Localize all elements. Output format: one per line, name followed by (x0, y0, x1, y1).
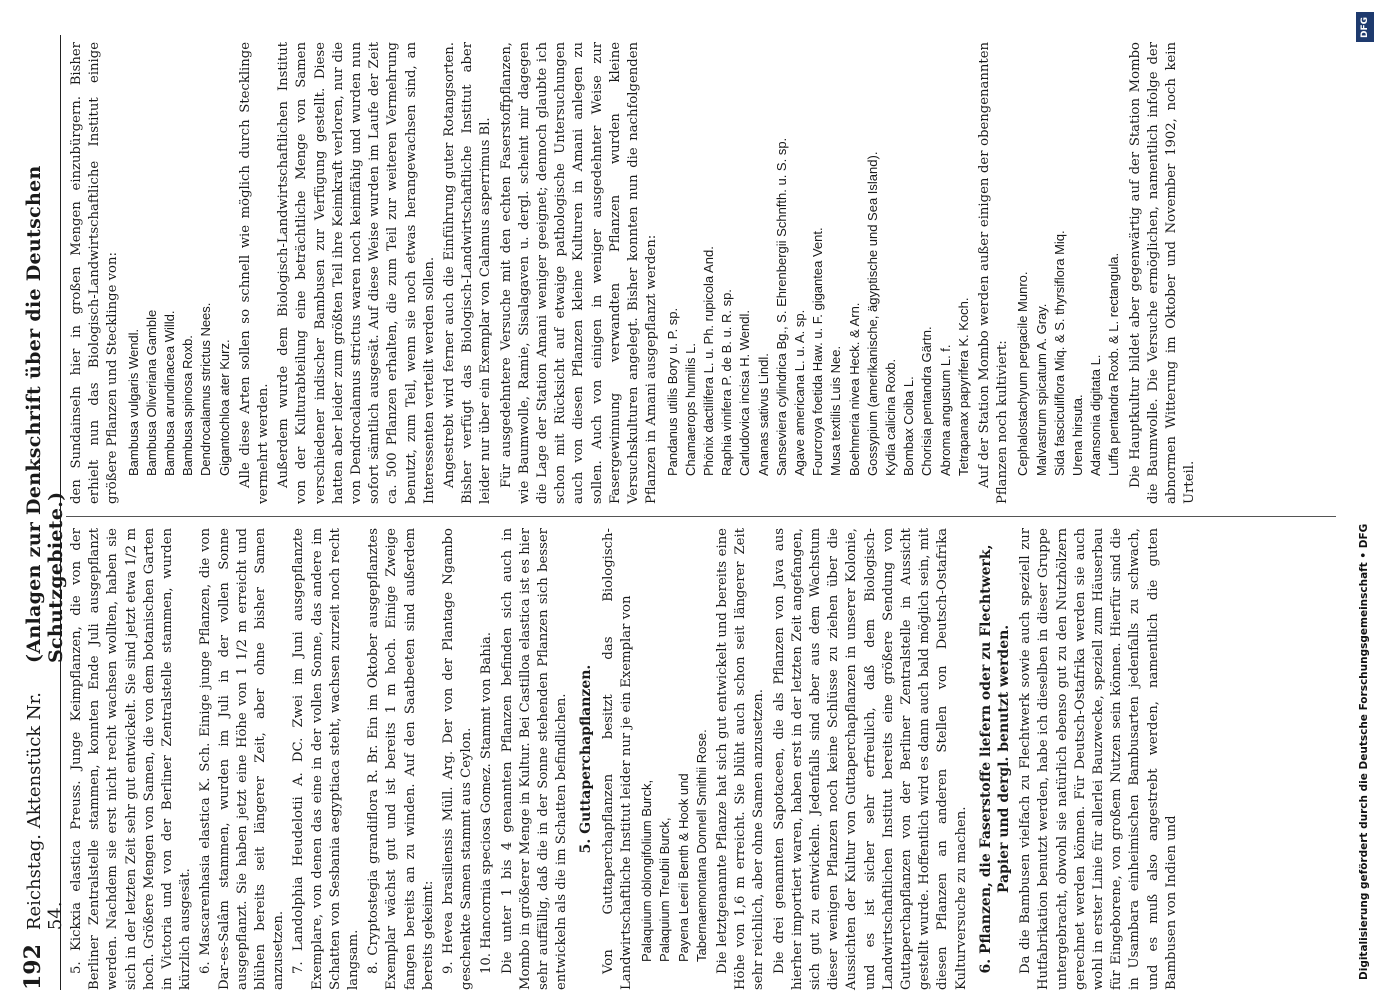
list-item: Bambusa arundinacea Willd. (162, 310, 178, 476)
paragraph: 5. Kickxia elastica Preuss. Junge Keimpflanzen, die von der Berliner Zentralstelle stammen, konnten Ende Juli ausgepflanzt werden. Nachdem sie erst nicht recht wachsen wollten, haben sie sich in der letzten Zeit sehr gut entwickelt. Sie sind jetzt etwa 1/2 m hoch. Größere Mengen von Samen, die von dem botanischen Garten in Victoria und von der Berliner Zentralstelle stammen, wurden kürzlich ausgesät. (69, 528, 194, 990)
list-item: Chorisia pentandra Gärtn. (919, 326, 935, 476)
list-item: Tetrapanax papyrifera K. Koch. (955, 297, 971, 476)
page-header (20, 35, 67, 990)
species-list (638, 528, 711, 990)
list-item: Luffa pentandra Roxb. & L. rectangula. (1106, 252, 1122, 476)
list-item: Agave americana L. u. A. sp. (791, 309, 807, 476)
list-item: Carludovica incisa H. Wendl. (737, 310, 753, 476)
paragraph: Außerdem wurde dem Biologisch-Landwirtschaftlichen Institut von der Kulturabteilung eine beträchtliche Menge von Samen verschiedener indischer Bambusen zur Verfügung gestellt. Diese hatten aber leider zum größten Teil ihre Keimkraft verloren, nur die von Dendrocalamus strictus waren noch keimfähig und wurden nun sofort sämtlich ausgesät. Auf diese Weise wurden im Laufe der Zeit ca. 500 Pflanzen erhalten, die zum Teil zur weiteren Vermehrung benutzt, zum Teil, wenn sie noch etwas herangewachsen sind, an Interessenten verteilt werden sollen. (276, 42, 437, 504)
section-heading: 6. Pflanzen, die Faserstoffe liefern oder zu Flechtwerk, Papier und dergl. benutzt werden. (977, 544, 1012, 974)
list-item: Kydia calicina Roxb. (882, 358, 898, 476)
list-item: Musa textilis Luis Nee. (828, 345, 844, 476)
list-item: Tabernaemontana Donnell Smithii Rose. (693, 729, 709, 962)
section-heading: 5. Guttaperchapflanzen. (578, 664, 595, 854)
list-item: Phönix dactilifera L. u. Ph. rupicola And. (700, 246, 716, 476)
paragraph: 6. Mascarenhasia elastica K. Sch. Einige junge Pflanzen, die von Dar-es-Salâm stammen, wurden im Juli in der vollen Sonne ausgepflanzt. Sie haben jetzt eine Höhe von 1 1/2 m erreicht und blühen bereits seit längerer Zeit, aber ohne bisher Samen anzusetzen. (198, 528, 287, 990)
paragraph: 9. Hevea brasiliensis Müll. Arg. Der von der Plantage Ngambo geschenkte Samen stammt aus Ceylon. (441, 528, 475, 990)
list-item: Gossypium (amerikanische, ägyptische und Sea Island). (864, 151, 880, 476)
list-item: Payena Leerii Benth & Hook und (675, 773, 691, 962)
list-item: Malvastrum spicatum A. Gray. (1033, 303, 1049, 476)
paragraph: Für ausgedehntere Versuche mit den echten Faserstoffpflanzen, wie Baumwolle, Ramie, Sisalagaven u. dergl. scheint mir dagegen die Lage der Station Amani weniger geeignet; dennoch glaubte ich schon mit Rücksicht auf etwaige pathologische Untersuchungen auch von diesen Pflanzen kleine Kulturen in Amani anlegen zu sollen. Auch von einigen in weniger ausgedehnter Weise zur Fasergewinnung verwandten Pflanzen wurden kleine Versuchskulturen angelegt. Bisher konnten nun die nachfolgenden Pflanzen in Amani ausgepflanzt werden: (498, 42, 660, 504)
column-divider (66, 516, 1336, 517)
paragraph: 8. Cryptostegia grandiflora R. Br. Ein im Oktober ausgepflanztes Exemplar wächst gut und ist bereits 1 m hoch. Einige Zweige fangen bereits an zu winden. Auf den Saatbeeten sind außerdem bereits gekeimt: (366, 528, 436, 990)
paragraph: den Sundainseln hier in großen Mengen einzubürgern. Bisher erhielt nun das Biologisch-Landwirtschaftliche Institut einige größere Pflanzen und Stecklinge von: (69, 42, 121, 504)
species-list (664, 42, 973, 504)
species-list (1014, 42, 1123, 504)
list-item: Bombax Coiba L. (901, 376, 917, 476)
page-number: 192 (20, 944, 46, 990)
left-column (68, 528, 1183, 990)
paragraph: Die letztgenannte Pflanze hat sich gut entwickelt und bereits eine Höhe von 1,6 m erreicht. Sie blüht auch schon seit längerer Zeit sehr reichlich, aber ohne Samen anzusetzen. (714, 528, 767, 990)
list-item: Urena hirsuta. (1069, 394, 1085, 476)
list-item: Bambusa spinosa Roxb. (180, 335, 196, 476)
list-item: Adansonia digitata L. (1088, 354, 1104, 476)
list-item: Raphia vinifera P. de B. u. R. sp. (719, 289, 735, 476)
list-item: Sida fasciculiflora Miq. & S. thyrsiflora Miq. (1051, 230, 1067, 476)
list-item: Palaquium oblongifolium Burck, (639, 779, 655, 962)
list-item: Bambusa Oliveriana Gamble (143, 309, 159, 476)
paragraph: Angestrebt wird ferner auch die Einführung guter Rotangsorten. Bisher verfügt das Biologisch-Landwirtschaftliche Institut aber leider nur über ein Exemplar von Calamus asperrimus Bl. (442, 42, 494, 504)
list-item: Abroma angustum L. f. (937, 344, 953, 476)
paragraph: Da die Bambusen vielfach zu Flechtwerk sowie auch speziell zur Hutfabrikation benutzt werden, habe ich dieselben in dieser Gruppe untergebracht, obwohl sie natürlich ebenso gut zu den Nutzhölzern gerechnet werden können. Für Deutsch-Ostafrika werden sie auch wohl in erster Linie für allerlei Bauzwecke, speziell zum Häuserbau für Eingeborene, von großem Nutzen sein können. Hierfür sind die in Usambara einheimischen Bambusarten jedenfalls zu schwach, und es muß also angestrebt werden, namentlich die guten Bambusen von Indien und (1018, 528, 1179, 990)
digitization-credit: Digitalisierung gefördert durch die Deutsche Forschungsgemeinschaft • DFG (1358, 523, 1370, 980)
paragraph: Alle diese Arten sollen so schnell wie möglich durch Stecklinge vermehrt werden. (237, 42, 272, 504)
list-item: Boehmeria nivea Heck. & Arn. (846, 302, 862, 476)
list-item: Ananas sativus Lindl. (755, 353, 771, 476)
running-title: Reichstag. Aktenstück Nr. 54. (24, 692, 66, 931)
paragraph: 7. Landolphia Heudelotii A. DC. Zwei im Juni ausgepflanzte Exemplare, von denen das eine in der vollen Sonne, das andere im Schatten von Sesbania aegyptiaca steht, wachsen zurzeit noch recht langsam. (291, 528, 362, 990)
dfg-logo: DFG (1356, 12, 1374, 42)
right-column (68, 42, 1201, 504)
paragraph: Auf der Station Mombo werden außer einigen der obengenannten Pflanzen noch kultiviert: (976, 42, 1011, 504)
list-item: Fourcroya foetida Haw. u. F. gigantea Vent. (810, 227, 826, 476)
paragraph: Die Hauptkultur bildet aber gegenwärtig auf der Station Mombo die Baumwolle. Die Versuche ermöglichen, namentlich infolge der abnormen Witterung im Oktober und November 1902, noch kein Urteil. (1127, 42, 1198, 504)
page-title: (Anlagen zur Denkschrift über die Deutschen Schutzgebiete.) (23, 165, 67, 663)
paragraph: Die unter 1 bis 4 genannten Pflanzen befinden sich auch in Mombo in größerer Menge in Kultur. Bei Castilloa elastica ist es hier sehr auffällig, daß die in der Sonne stehenden Pflanzen sich besser entwickeln als die im Schatten befindlichen. (499, 527, 570, 990)
list-item: Dendrocalamus strictus Nees. (198, 302, 214, 476)
species-list (125, 42, 234, 504)
paragraph: Die drei genannten Sapotaceen, die als Pflanzen von Java aus hierher importiert waren, haben erst in der letzten Zeit angefangen, sich gut zu entwickeln. Jedenfalls sind aber aus dem Wachstum dieser wenigen Pflanzen noch keine Schlüsse zu ziehen über die Aussichten der Kultur von Guttaperchapflanzen in unserer Kolonie, und es ist sicher sehr erfreulich, daß dem Biologisch-Landwirtschaftlichen Institut bereits eine größere Sendung von Guttaperchapflanzen von der Berliner Zentralstelle in Aussicht gestellt wurde. Hoffentlich wird es dann auch bald möglich sein, mit diesen Pflanzen an anderen Stellen von Deutsch-Ostafrika Kulturversuche zu machen. (771, 528, 969, 990)
paragraph: Von Guttaperchapflanzen besitzt das Biologisch-Landwirtschaftliche Institut leider nur je ein Exemplar von (600, 528, 634, 990)
list-item: Gigantochloa ater Kurz. (216, 339, 232, 476)
list-item: Palaquium Treubii Burck, (657, 817, 673, 962)
scanned-page (20, 35, 1350, 990)
list-item: Bambusa vulgaris Wendl. (125, 328, 141, 476)
paragraph: 10. Hancornia speciosa Gomez. Stammt von Bahia. (479, 632, 495, 974)
list-item: Pandanus utilis Bory u. P. sp. (664, 307, 680, 476)
list-item: Chamaerops humilis L. (682, 343, 698, 476)
list-item: Cephalostachyum pergacile Munro. (1015, 271, 1031, 476)
list-item: Sanseviera cylindrica Bg., S. Ehrenbergii Schnfth. u. S. sp. (773, 137, 789, 476)
